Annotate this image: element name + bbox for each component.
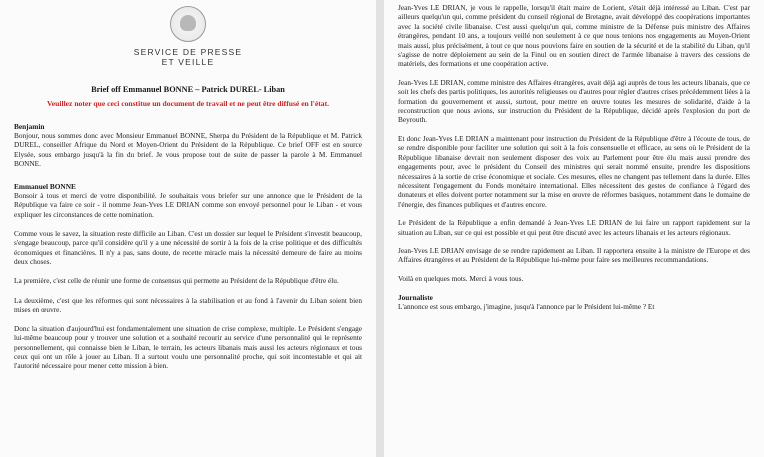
paragraph: Le Président de la République a enfin demandé à Jean-Yves LE DRIAN de lui faire un rapport rapidement sur la situation au Liban, sur ce qui est possible et qui peut être discuté avec les acteurs libanais et les acteurs régionaux. — [398, 218, 750, 237]
paragraph: Donc la situation d'aujourd'hui est fondamentalement une situation de crise complexe, multiple. Le Président s'engage lui-même beaucoup pour y trouver une solution et a souhaité recourir au service d'une personnalité qui le représente personnellement, qui connaisse bien le Liban, le terrain, les acteurs libanais mais aussi les acteurs régionaux et tous ceux qui ont un rôle à jouer au Liban. Il a surtout voulu une personnalité proche, qui soit incontestable et qui ait l'autorité nécessaire pour mener cette mission à bien. — [14, 324, 362, 371]
paragraph: Jean-Yves LE DRIAN, je vous le rappelle, lorsqu'il était maire de Lorient, s'était déjà intéressé au Liban. C'est par ailleurs quelqu'un qui, comme président du conseil régional de Bretagne, avait développé des coopérations importantes avec la société civile libanaise. C'est aussi quelqu'un qui, comme ministre de la Défense puis ministre des Affaires étrangères, pendant 10 ans, a toujours veillé non seulement à ce que nous tenions nos engagements au Moyen-Orient mais aussi, plus précisément, à tout ce que nous pouvions faire en soutien de la sécurité et de la stabilité du Liban, qu'il s'agisse de notre déploiement au sein de la Finul ou en soutien direct de l'armée libanaise à travers des cessions de matériels, des formations et une coopération active. — [398, 3, 750, 69]
warning-notice: Veuillez noter que ceci constitue un document de travail et ne peut être diffusé en l'état. — [46, 99, 330, 108]
header-logo — [0, 0, 376, 67]
paragraph: Jean-Yves LE DRIAN envisage de se rendre rapidement au Liban. Il rapportera ensuite à la ministre de l'Europe et des Affaires étrangères et au Président de la République lui-même pour faire ses meilleures recommandations. — [398, 245, 750, 265]
paragraph: Voilà en quelques mots. Merci à vous tous. — [398, 273, 524, 283]
paragraph: La deuxième, c'est que les réformes qui sont nécessaires à la stabilisation et au fond à l'avenir du Liban soient bien mises en œuvre. — [14, 295, 362, 314]
paragraph: La première, c'est celle de réunir une forme de consensus qui permette au Président de la République d'être élu. — [14, 276, 339, 286]
left-page — [0, 0, 376, 457]
document-title: Brief off Emmanuel BONNE – Patrick DUREL- Liban — [91, 85, 285, 94]
republic-seal-icon — [170, 6, 206, 42]
speaker-emmanuel-bonne: Emmanuel BONNE — [14, 182, 76, 192]
paragraph: Jean-Yves LE DRIAN, comme ministre des Affaires étrangères, avait déjà agi auprès de tous les acteurs libanais, que ce soit les chefs des partis politiques, les autorités religieuses ou d'autres pour régler d'autres crises précédemment liées à la formation du gouvernement et aussi, surtout, pour mettre en œuvre toutes les mesures de solidarité, d'aide à la reconstruction que nous avions, sur instruction du Président de la République, décidé après l'explosion du port de Beyrouth. — [398, 77, 750, 125]
service-line1: SERVICE DE PRESSE — [133, 47, 243, 57]
paragraph: Comme vous le savez, la situation reste difficile au Liban. C'est un dossier sur lequel le Président s'investit beaucoup, s'engage beaucoup, parce qu'il considère qu'il y a une nécessité de sortir à la fois de la crise politique et des difficultés économiques et financières. Il n'y a pas, sans doute, de recette miracle mais la nécessité demeure de faire au moins deux choses. — [14, 229, 362, 266]
right-content — [384, 0, 764, 312]
service-name — [0, 47, 376, 67]
paragraph: L'annonce est sous embargo, j'imagine, jusqu'à l'annonce par le Président lui-même ? Et — [398, 302, 655, 312]
paragraph: Bonsoir à tous et merci de votre disponibilité. Je souhaitais vous briefer sur une annonce que le Président de la République va faire ce soir - il nomme Jean-Yves LE DRIAN comme son envoyé personnel pour le Liban - et vous expliquer les circonstances de cette nomination. — [14, 191, 362, 219]
speaker-benjamin: Benjamin — [14, 122, 45, 131]
paragraph: Bonjour, nous sommes donc avec Monsieur Emmanuel BONNE, Sherpa du Président de la République et M. Patrick DUREL, conseiller Afrique du Nord et Moyen-Orient du Président de la République. Ce brief OFF est en source Elysée, sous embargo jusqu'à la fin du brief. Je vous propose tout de suite de passer la parole à M. Emmanuel BONNE. — [14, 131, 362, 168]
right-page — [384, 0, 764, 457]
service-line2: ET VEILLE — [161, 57, 215, 67]
left-content — [0, 85, 376, 371]
paragraph: Et donc Jean-Yves LE DRIAN a maintenant pour instruction du Président de la République d'être à l'écoute de tous, de se rendre disponible pour faciliter une solution qui soit à la fois consensuelle et efficace, au sens où le Président de la République libanaise devrait non seulement disposer des voix au Parlement pour être élu mais aussi prendre des engagements pour, avec le président du Conseil des ministres qui serait nommé ensuite, prendre les dispositions nécessaires à la sortie de crise économique et sociale. Ces mesures, elles ne changent pas tellement dans la durée. Elles nécessitent l'engagement du Fonds monétaire international. Elles nécessitent des gestes de confiance à l'égard des donateurs et elles doivent porter notamment sur la mise en œuvre de réformes basiques, notamment dans le domaine de l'énergie, des finances publiques et d'autres encore. — [398, 133, 750, 209]
speaker-journaliste: Journaliste — [398, 293, 433, 303]
page-gutter — [376, 0, 384, 457]
